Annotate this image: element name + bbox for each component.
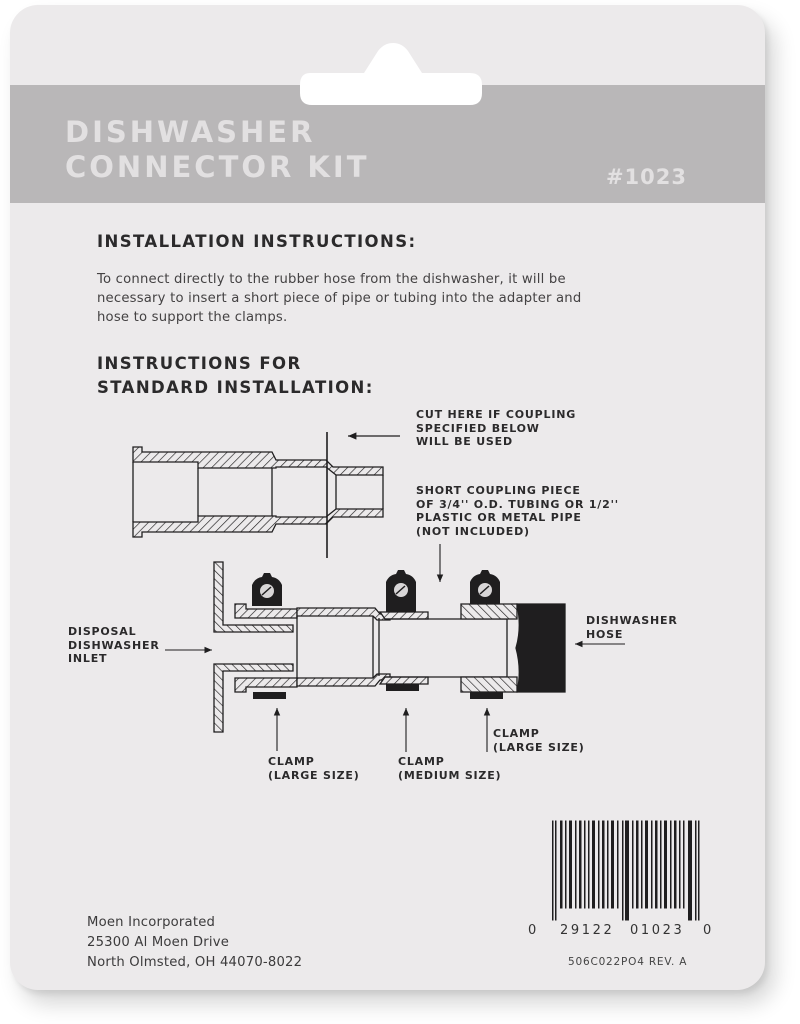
barcode-left-digit: 0	[528, 923, 539, 938]
installation-heading: INSTALLATION INSTRUCTIONS:	[97, 232, 417, 251]
company-name: Moen Incorporated	[87, 915, 216, 930]
street-address: 25300 Al Moen Drive	[87, 935, 230, 950]
cut-here-label: CUT HERE IF COUPLING SPECIFIED BELOW WILL BE USED	[416, 408, 577, 448]
sku-number: #1023	[605, 165, 687, 189]
standard-heading-line1: INSTRUCTIONS FOR	[97, 354, 302, 373]
clamp-medium-label: CLAMP (MEDIUM SIZE)	[398, 755, 502, 782]
clamp-large-left-label: CLAMP (LARGE SIZE)	[268, 755, 360, 782]
city-state-zip: North Olmsted, OH 44070-8022	[87, 955, 303, 970]
disposal-inlet-label: DISPOSAL DISHWASHER INLET	[68, 625, 160, 665]
company-address	[87, 913, 302, 973]
packaging-card	[10, 5, 765, 990]
standard-heading-line2: STANDARD INSTALLATION:	[97, 378, 374, 397]
coupling-label: SHORT COUPLING PIECE OF 3/4'' O.D. TUBING OR 1/2'' PLASTIC OR METAL PIPE (NOT INCLUDED)	[416, 484, 619, 538]
installation-paragraph: To connect directly to the rubber hose from the dishwasher, it will be necessary to insert a short piece of pipe or tubing into the adapter and hose to support the clamps.	[97, 272, 582, 325]
product-title-line1: DISHWASHER	[65, 115, 316, 149]
part-number: 506C022PO4 REV. A	[568, 956, 688, 968]
adapter-drawing	[133, 447, 383, 537]
clamp-screw-middle	[386, 570, 419, 691]
barcode-right-digit: 0	[703, 923, 714, 938]
barcode-group2: 01023	[630, 923, 685, 938]
dishwasher-hose-label: DISHWASHER HOSE	[586, 614, 678, 641]
clamp-large-right-label: CLAMP (LARGE SIZE)	[493, 727, 585, 754]
barcode-group1: 29122	[560, 923, 615, 938]
barcode	[550, 813, 710, 928]
product-title-line2: CONNECTOR KIT	[65, 150, 370, 184]
